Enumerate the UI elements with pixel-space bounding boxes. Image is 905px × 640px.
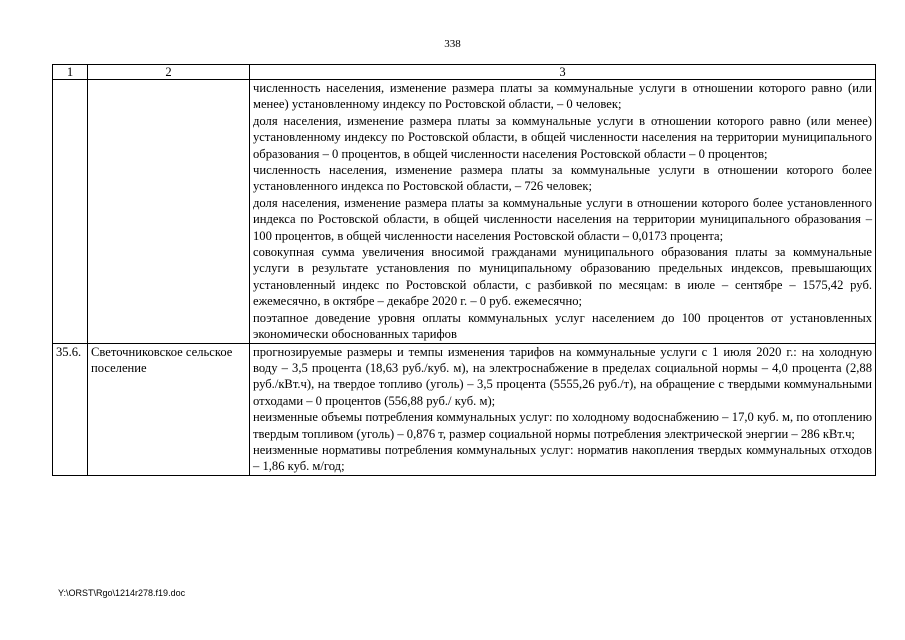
paragraph: совокупная сумма увеличения вносимой гражданами муниципального образования платы за коммунальные услуги в результате установления по муниципальному образованию предельных индексов, превышающих установленный индекс по Ростовской области, с разбивкой по месяцам: в июле – сентябре – 1575,42 руб. ежемесячно, в октябре – декабре 2020 г. – 0 руб. ежемесячно; [253, 245, 872, 309]
file-path-footer: Y:\ORST\Rgo\1214r278.f19.doc [58, 588, 186, 598]
header-col-3: 3 [250, 65, 876, 80]
settlement-name [88, 80, 250, 344]
table-header-row [53, 65, 876, 80]
table-row [53, 343, 876, 475]
row-number: 35.6. [53, 343, 88, 475]
paragraph: неизменные нормативы потребления коммунальных услуг: норматив накопления твердых коммунальных отходов – 1,86 куб. м/год; [253, 442, 872, 474]
paragraph: численность населения, изменение размера платы за коммунальные услуги в отношении которого равно (или менее) установленному индексу по Ростовской области, – 0 человек; [253, 81, 872, 112]
paragraph: численность населения, изменение размера платы за коммунальные услуги в отношении которого более установленного индекса по Ростовской области, – 726 человек; [253, 163, 872, 194]
table-row [53, 80, 876, 344]
paragraph: доля населения, изменение размера платы за коммунальные услуги в отношении которого более установленного индекса по Ростовской области, в общей численности населения на территории муниципального образования – 100 процентов, в общей численности населения Ростовской области – 0,0173 процента; [253, 195, 872, 243]
header-col-1: 1 [53, 65, 88, 80]
page-number: 338 [444, 38, 461, 50]
paragraph: прогнозируемые размеры и темпы изменения тарифов на коммунальные услуги с 1 июля 2020 г.: на холодную воду – 3,5 процента (18,63 руб./куб. м), на электроснабжение в пределах социальной нормы – 4,0 процента (2,88 руб./кВт.ч), на твердое топливо (уголь) – 3,5 процента (5555,26 руб./т), на обращение с твердыми коммунальными отходами – 0 процентов (556,88 руб./ куб. м); [253, 344, 872, 408]
header-col-2: 2 [88, 65, 250, 80]
paragraph: доля населения, изменение размера платы за коммунальные услуги в отношении которого равно (или менее) установленному индексу по Ростовской области, в общей численности населения на территории муниципального образования – 0 процентов, в общей численности населения Ростовской области – 0 процентов; [253, 113, 872, 161]
row-number [53, 80, 88, 344]
paragraph: неизменные объемы потребления коммунальных услуг: по холодному водоснабжению – 17,0 куб. м, по отоплению твердым топливом (уголь) – 0,876 т, размер социальной нормы потребления электрической энергии – 286 кВт.ч; [253, 410, 872, 441]
row-description [250, 343, 876, 475]
document-table [52, 64, 876, 476]
row-description [250, 80, 876, 344]
paragraph: поэтапное доведение уровня оплаты коммунальных услуг населением до 100 процентов от установленных экономически обоснованных тарифов [253, 310, 872, 342]
settlement-name: Светочниковское сельское поселение [88, 343, 250, 475]
